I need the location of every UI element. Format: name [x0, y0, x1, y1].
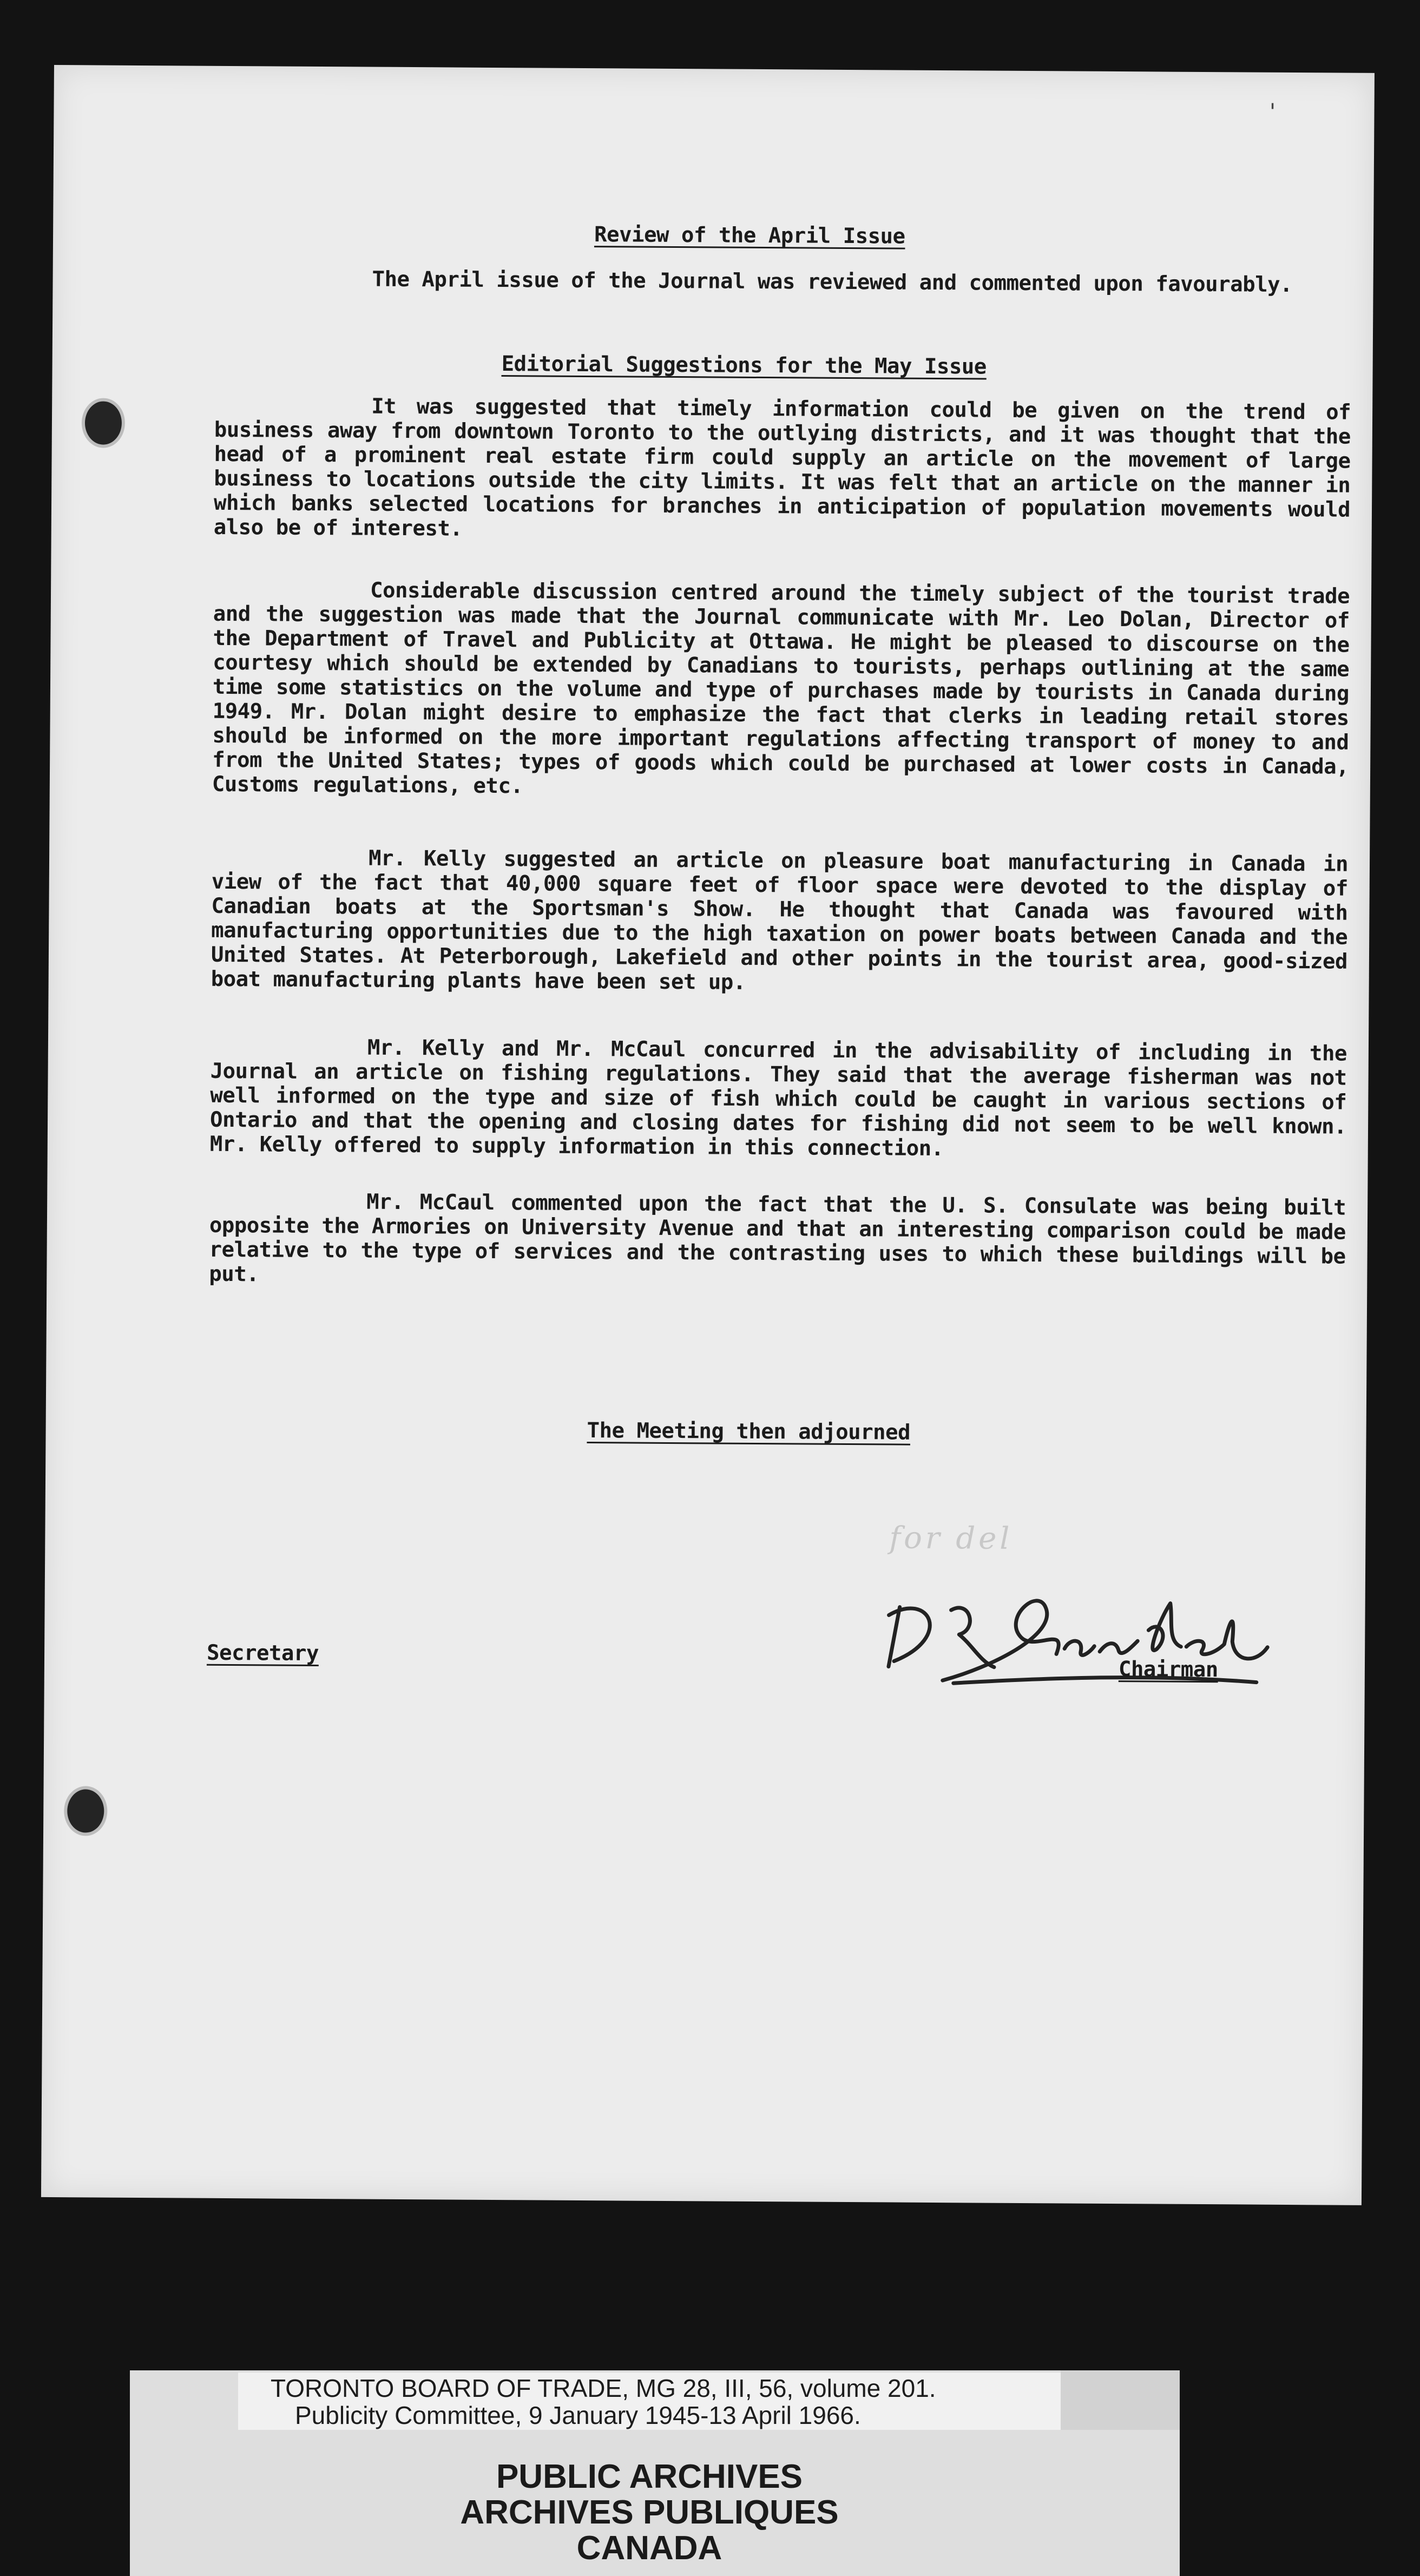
margin-mark: ' — [1266, 99, 1279, 124]
editorial-heading: Editorial Suggestions for the May Issue — [501, 352, 987, 379]
review-heading: Review of the April Issue — [594, 222, 905, 249]
archive-footer-tab — [1061, 2370, 1180, 2430]
reference-line-1: TORONTO BOARD OF TRADE, MG 28, III, 56, volume 201. — [271, 2374, 936, 2402]
paragraph-us-consulate: Mr. McCaul commented upon the fact that the U. S. Consulate was being built opposite the Armories on University Avenue and that an interesting comparison could be made relative to the type of services and the contrasting uses to which these buildings will be put. — [209, 1190, 1346, 1287]
paragraph-trend-of-business: It was suggested that timely information could be given on the trend of business away from downtown Toronto to the outlying districts, and it was thought that the head of a prominent real estate firm could supply an article on the movement of large business to locations outside the city limits. It was felt that an article on the manner in which banks selected locations for branches in anticipation of population movements would also be of interest. — [213, 394, 1351, 541]
punch-hole-top — [82, 398, 126, 448]
stamp-line-1: PUBLIC ARCHIVES — [496, 2458, 803, 2495]
review-body: The April issue of the Journal was reviewed and commented upon favourably. — [372, 267, 1293, 297]
closing-line: The Meeting then adjourned — [587, 1418, 911, 1445]
paragraph-fishing-regulations: Mr. Kelly and Mr. McCaul concurred in the advisability of including in the Journal an article on fishing regulations. They said that the average fisherman was not well informed on the type and size of fish which could be caught in various sections of Ontario and that the opening and closing dates for fishing did not seem to be well known. Mr. Kelly offered to supply information in this connection. — [209, 1035, 1347, 1161]
archive-stamp — [238, 2441, 1061, 2576]
chairman-label: Chairman — [1118, 1657, 1218, 1683]
archive-reference-label — [238, 2373, 1061, 2430]
reference-line-2: Publicity Committee, 9 January 1945-13 April 1966. — [295, 2401, 861, 2429]
paragraph-boat-manufacturing: Mr. Kelly suggested an article on pleasure boat manufacturing in Canada in view of the fact that 40,000 square feet of floor space were devoted to the display of Canadian boats at the Sportsman's Show. He thought that Canada was favoured with manufacturing opportunities due to the high taxation on power boats between Canada and the United States. At Peterborough, Lakefield and other points in the tourist area, good-sized boat manufacturing plants have been set up. — [211, 846, 1349, 995]
faint-annotation: for del — [889, 1520, 1013, 1556]
paragraph-tourist-trade: Considerable discussion centred around the timely subject of the tourist trade and the suggestion was made that the Journal communicate with Mr. Leo Dolan, Director of the Department of Travel and Publicity at Ottawa. He might be pleased to discourse on the courtesy which should be extended by Canadians to tourists, perhaps outlining at the same time some statistics on the volume and type of purchases made by tourists in Canada during 1949. Mr. Dolan might desire to emphasize the fact that clerks in leading retail stores should be informed on the more important regulations affecting transport of money to and from the United States; types of goods which could be purchased at lower costs in Canada, Customs regulations, etc. — [212, 578, 1350, 799]
stamp-line-3: CANADA — [576, 2529, 722, 2567]
document-page — [41, 65, 1375, 2205]
punch-hole-bottom — [64, 1786, 108, 1836]
secretary-label: Secretary — [206, 1640, 319, 1666]
stamp-line-2: ARCHIVES PUBLIQUES — [460, 2494, 839, 2531]
chairman-signature — [878, 1585, 1290, 1696]
